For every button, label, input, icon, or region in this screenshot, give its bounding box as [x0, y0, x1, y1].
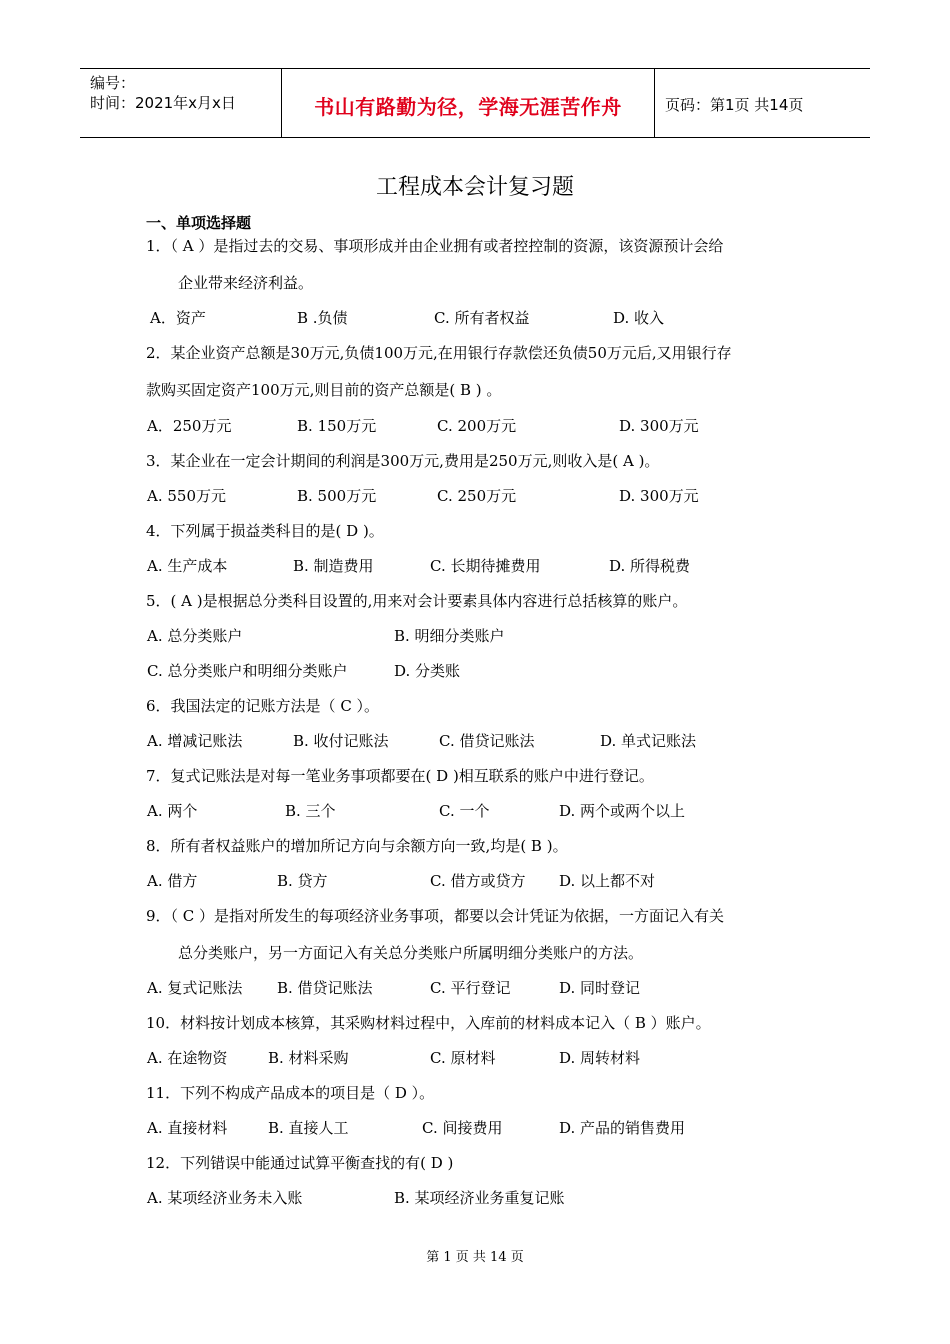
question-10-line-1: 10．材料按计划成本核算，其采购材料过程中，入库前的材料成本记入（ B ）账户。	[146, 1014, 711, 1032]
option-c: C. 间接费用	[422, 1119, 503, 1137]
question-3-line-1: 3．某企业在一定会计期间的利润是300万元,费用是250万元,则收入是( A )。	[146, 452, 660, 470]
option-a: A. 550万元	[147, 487, 226, 505]
option-a: A. 复式记账法	[147, 979, 243, 997]
question-12-line-1: 12．下列错误中能通过试算平衡查找的有( D )	[146, 1154, 454, 1172]
header-motto-cell	[282, 69, 655, 137]
document-title: 工程成本会计复习题	[375, 175, 574, 200]
page-header	[80, 68, 870, 138]
option-c: C. 200万元	[437, 417, 517, 435]
option-d: D. 产品的销售费用	[559, 1119, 686, 1137]
question-1-line-2: 企业带来经济利益。	[178, 274, 314, 292]
option-d: D. 300万元	[619, 417, 699, 435]
question-8-line-1: 8．所有者权益账户的增加所记方向与余额方向一致,均是( B )。	[146, 837, 568, 855]
option-c: C. 250万元	[437, 487, 517, 505]
number-label: 编号：	[90, 74, 136, 92]
option-d: D. 以上都不对	[559, 872, 656, 890]
header-info	[80, 69, 282, 137]
option-a: A．资产	[150, 309, 206, 327]
option-a: A. 借方	[147, 872, 198, 890]
option-c: C. 平行登记	[430, 979, 511, 997]
question-2-line-1: 2．某企业资产总额是30万元,负债100万元,在用银行存款偿还负债50万元后,又用银行存	[146, 344, 732, 362]
option-b: B. 明细分类账户	[394, 627, 505, 645]
option-b: B. 借贷记账法	[277, 979, 373, 997]
question-9-line-1: 9．（ C ）是指对所发生的每项经济业务事项，都要以会计凭证为依据，一方面记入有关	[146, 907, 725, 925]
header-page-cell	[655, 69, 870, 137]
option-d: D. 同时登记	[559, 979, 641, 997]
option-a: A. 生产成本	[147, 557, 228, 575]
option-d: D. 分类账	[394, 662, 461, 680]
option-b: B. 某项经济业务重复记账	[394, 1189, 565, 1207]
time-label: 时间：2021年x月x日	[90, 94, 236, 112]
option-c: C. 借贷记账法	[439, 732, 535, 750]
page-footer: 第 1 页 共 14 页	[426, 1250, 524, 1265]
option-b: B. 制造费用	[293, 557, 374, 575]
option-a: A. 直接材料	[147, 1119, 228, 1137]
option-d: D. 单式记账法	[600, 732, 697, 750]
option-c: C. 一个	[439, 802, 490, 820]
option-b: B. 500万元	[297, 487, 377, 505]
option-b: B. 三个	[285, 802, 336, 820]
option-d: D. 周转材料	[559, 1049, 641, 1067]
option-a: A. 在途物资	[147, 1049, 228, 1067]
option-b: B. 材料采购	[268, 1049, 349, 1067]
option-d: D. 收入	[613, 309, 665, 327]
question-1-line-1: 1．（ A ）是指过去的交易、事项形成并由企业拥有或者控控制的资源，该资源预计会给	[146, 237, 724, 255]
option-a: A. 某项经济业务未入账	[147, 1189, 303, 1207]
question-11-line-1: 11．下列不构成产品成本的项目是（ D ）。	[146, 1084, 435, 1102]
section-heading: 一、单项选择题	[146, 214, 252, 232]
option-b: B. 收付记账法	[293, 732, 389, 750]
option-d: D. 所得税费	[609, 557, 691, 575]
option-b: B .负债	[297, 309, 348, 327]
option-c: C. 原材料	[430, 1049, 496, 1067]
option-a: A．250万元	[147, 417, 232, 435]
option-a: A. 总分类账户	[147, 627, 243, 645]
motto: 书山有路勤为径，学海无涯苦作舟	[314, 94, 622, 119]
option-a: A. 两个	[147, 802, 198, 820]
question-2-line-2: 款购买固定资产100万元,则目前的资产总额是( B ) 。	[146, 381, 502, 399]
option-a: A. 增减记账法	[147, 732, 243, 750]
option-b: B. 贷方	[277, 872, 328, 890]
option-c: C. 借方或贷方	[430, 872, 526, 890]
question-9-line-2: 总分类账户，另一方面记入有关总分类账户所属明细分类账户的方法。	[178, 944, 644, 962]
option-b: B. 150万元	[297, 417, 377, 435]
option-d: D. 两个或两个以上	[559, 802, 686, 820]
question-6-line-1: 6．我国法定的记账方法是（ C ）。	[146, 697, 380, 715]
option-d: D. 300万元	[619, 487, 699, 505]
question-5-line-1: 5．( A )是根据总分类科目设置的,用来对会计要素具体内容进行总括核算的账户。	[146, 592, 688, 610]
option-b: B. 直接人工	[268, 1119, 349, 1137]
page-label: 页码：第1页 共14页	[665, 95, 804, 114]
option-c: C. 长期待摊费用	[430, 557, 541, 575]
question-4-line-1: 4．下列属于损益类科目的是( D )。	[146, 522, 384, 540]
question-7-line-1: 7．复式记账法是对每一笔业务事项都要在( D )相互联系的账户中进行登记。	[146, 767, 654, 785]
option-c: C. 所有者权益	[434, 309, 530, 327]
option-c: C. 总分类账户和明细分类账户	[147, 662, 348, 680]
